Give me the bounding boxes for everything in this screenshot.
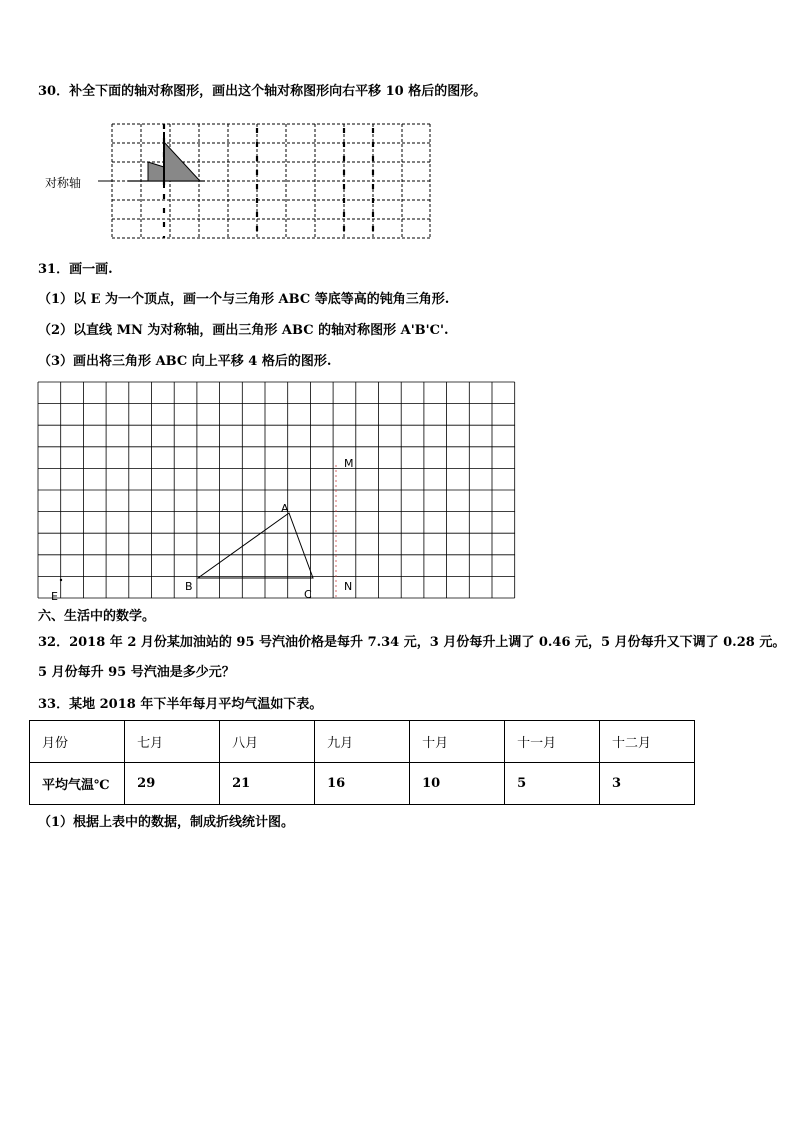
q30-small-shape: [148, 162, 164, 181]
triangle-abc: [198, 513, 313, 578]
label-b: B: [185, 580, 193, 593]
q31-grid-lines: [38, 382, 515, 598]
q31-item-2: （2）以直线 MN 为对称轴，画出三角形 ABC 的轴对称图形 A'B'C'.: [38, 323, 449, 338]
q32-line2: 5 月份每升 95 号汽油是多少元？: [38, 665, 235, 680]
month-cell: 十二月: [600, 721, 695, 763]
q32-line1: 32．2018 年 2 月份某加油站的 95 号汽油价格是每升 7.34 元，3 月份每升上调了 0.46 元，5 月份每升又下调了 0.28 元。: [38, 635, 786, 650]
section6-title: 六、生活中的数学。: [38, 609, 156, 624]
value-cell: 29: [125, 763, 220, 805]
label-m: M: [344, 457, 354, 470]
q30-axis-label: 对称轴: [45, 176, 82, 190]
q30-grid-figure: [40, 118, 440, 242]
value-cell: 3: [600, 763, 695, 805]
month-cell: 九月: [315, 721, 410, 763]
q31-grid-figure: [0, 375, 560, 605]
point-e: [60, 579, 62, 581]
label-e: E: [51, 590, 58, 603]
label-c: C: [304, 588, 312, 601]
month-cell: 七月: [125, 721, 220, 763]
value-cell: 10: [410, 763, 505, 805]
label-n: N: [344, 580, 353, 593]
value-cell: 16: [315, 763, 410, 805]
table-header-label: 月份: [30, 721, 125, 763]
value-cell: 21: [220, 763, 315, 805]
table-row: [30, 763, 695, 805]
q31-title: 31．画一画.: [38, 262, 113, 277]
q30-text: 30．补全下面的轴对称图形，画出这个轴对称图形向右平移 10 格后的图形。: [38, 84, 487, 99]
q31-item-3: （3）画出将三角形 ABC 向上平移 4 格后的图形.: [38, 354, 332, 369]
label-a: A: [281, 502, 289, 515]
temperature-table: [29, 720, 695, 805]
q33-sub1: （1）根据上表中的数据，制成折线统计图。: [38, 815, 295, 830]
month-cell: 八月: [220, 721, 315, 763]
q31-item-1: （1）以 E 为一个顶点，画一个与三角形 ABC 等底等高的钝角三角形.: [38, 292, 450, 307]
value-cell: 5: [505, 763, 600, 805]
table-row: [30, 721, 695, 763]
month-cell: 十月: [410, 721, 505, 763]
q33-text: 33．某地 2018 年下半年每月平均气温如下表。: [38, 697, 323, 712]
table-row-label: 平均气温℃: [30, 763, 125, 805]
month-cell: 十一月: [505, 721, 600, 763]
